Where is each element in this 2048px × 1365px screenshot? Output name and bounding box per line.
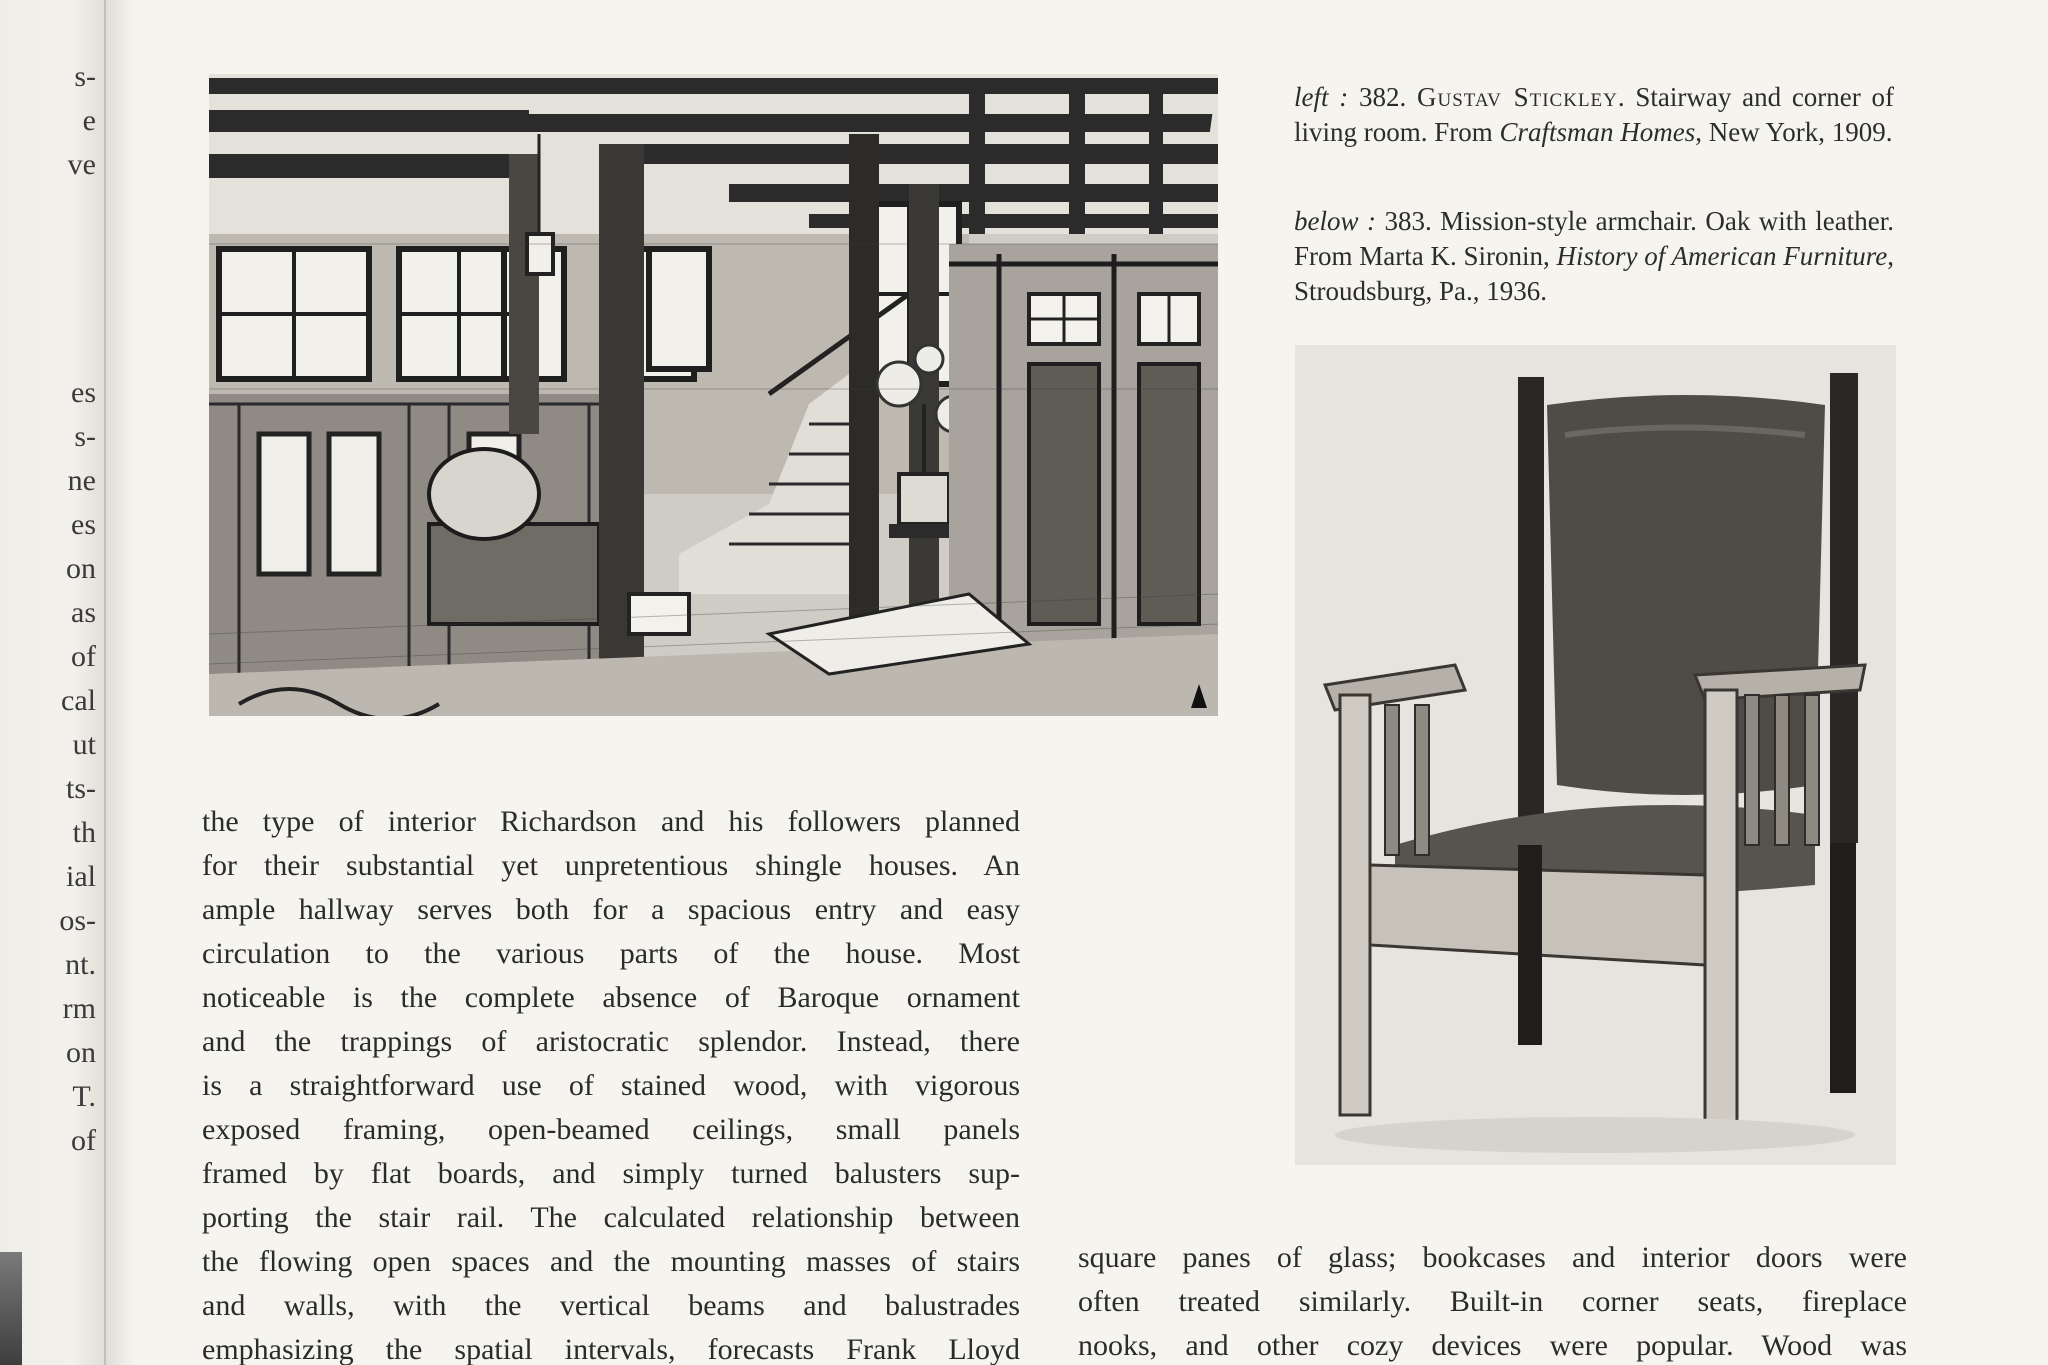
mission-armchair-photo <box>1295 345 1896 1165</box>
stairway-living-room-illustration <box>209 74 1218 716</box>
left-page-text-fragment: cal <box>61 684 96 717</box>
body-text-line: circulation to the various parts of the house. Most <box>202 937 1020 970</box>
left-page-text-fragment: ut <box>72 728 96 761</box>
left-page-text-fragment: rm <box>62 992 96 1025</box>
left-page-text-fragment: ts- <box>66 772 96 805</box>
body-text-line: and walls, with the vertical beams and balustrades <box>202 1289 1020 1322</box>
body-text-line: noticeable is the complete absence of Baroque ornament <box>202 981 1020 1014</box>
caption-383 <box>1294 204 1894 309</box>
body-text-line: porting the stair rail. The calculated relationship between <box>202 1201 1020 1234</box>
left-page-text-fragment: ial <box>66 860 96 893</box>
left-page-text-fragment: th <box>72 816 96 849</box>
body-text-line: emphasizing the spatial intervals, forecasts Frank Lloyd <box>202 1333 1020 1365</box>
left-page-text-fragment: s- <box>74 60 96 93</box>
left-page-photo-edge <box>0 1252 22 1365</box>
left-page-text-fragment: T. <box>72 1080 96 1113</box>
body-text-line: framed by flat boards, and simply turned balusters sup- <box>202 1157 1020 1190</box>
body-text-line: is a straightforward use of stained wood, with vigorous <box>202 1069 1020 1102</box>
left-page-edge <box>0 0 106 1365</box>
caption-382-position: left : <box>1294 82 1349 112</box>
caption-383-book-title: History of American Furniture <box>1556 241 1888 271</box>
caption-382-book-title: Craftsman Homes <box>1499 117 1696 147</box>
caption-382-text: . Stairway and corner of living room. From <box>1294 82 1895 147</box>
body-text-line: and the trappings of aristocratic splendor. Instead, there <box>202 1025 1020 1058</box>
caption-382 <box>1294 80 1894 150</box>
left-page-text-fragment: es <box>71 376 96 409</box>
gutter-shadow <box>104 0 134 1365</box>
left-page-text-fragment: e <box>82 104 96 137</box>
body-text-line: for their substantial yet unpretentious shingle houses. An <box>202 849 1020 882</box>
body-text-line: ample hallway serves both for a spacious entry and easy <box>202 893 1020 926</box>
left-page-text-fragment: ne <box>67 464 96 497</box>
left-page-text-fragment: of <box>71 1124 96 1157</box>
body-text-line: the type of interior Richardson and his followers planned <box>202 805 1020 838</box>
left-page-text-fragment: os- <box>59 904 96 937</box>
left-page-text-fragment: s- <box>74 420 96 453</box>
left-page-text-fragment: ve <box>67 148 96 181</box>
left-page-text-fragment: on <box>66 552 96 585</box>
body-text-line: exposed framing, open-beamed ceilings, small panels <box>202 1113 1020 1146</box>
caption-383-place-date: , Stroudsburg, Pa., 1936. <box>1294 241 1894 306</box>
body-text-line: nooks, and other cozy devices were popular. Wood was <box>1078 1329 1907 1362</box>
body-text-line: often treated similarly. Built-in corner seats, fireplace <box>1078 1285 1907 1318</box>
left-page-text-fragment: es <box>71 508 96 541</box>
caption-382-artist: Gustav Stickley <box>1416 82 1618 112</box>
caption-383-text: 383. Mission-style armchair. Oak with leather. From Marta K. Sironin, <box>1294 206 1894 271</box>
body-text-left-column <box>202 800 1020 1365</box>
caption-383-position: below : <box>1294 206 1376 236</box>
caption-382-number: 382. <box>1348 82 1417 112</box>
left-page-text-fragment: as <box>71 596 96 629</box>
left-page-text-fragment: of <box>71 640 96 673</box>
left-page-text-fragment: nt. <box>65 948 96 981</box>
body-text-right-column <box>1078 1236 1907 1365</box>
left-page-text-fragment: on <box>66 1036 96 1069</box>
body-text-line: square panes of glass; bookcases and interior doors were <box>1078 1241 1907 1274</box>
body-text-line: the flowing open spaces and the mounting masses of stairs <box>202 1245 1020 1278</box>
caption-382-place-date: , New York, 1909. <box>1695 117 1893 147</box>
